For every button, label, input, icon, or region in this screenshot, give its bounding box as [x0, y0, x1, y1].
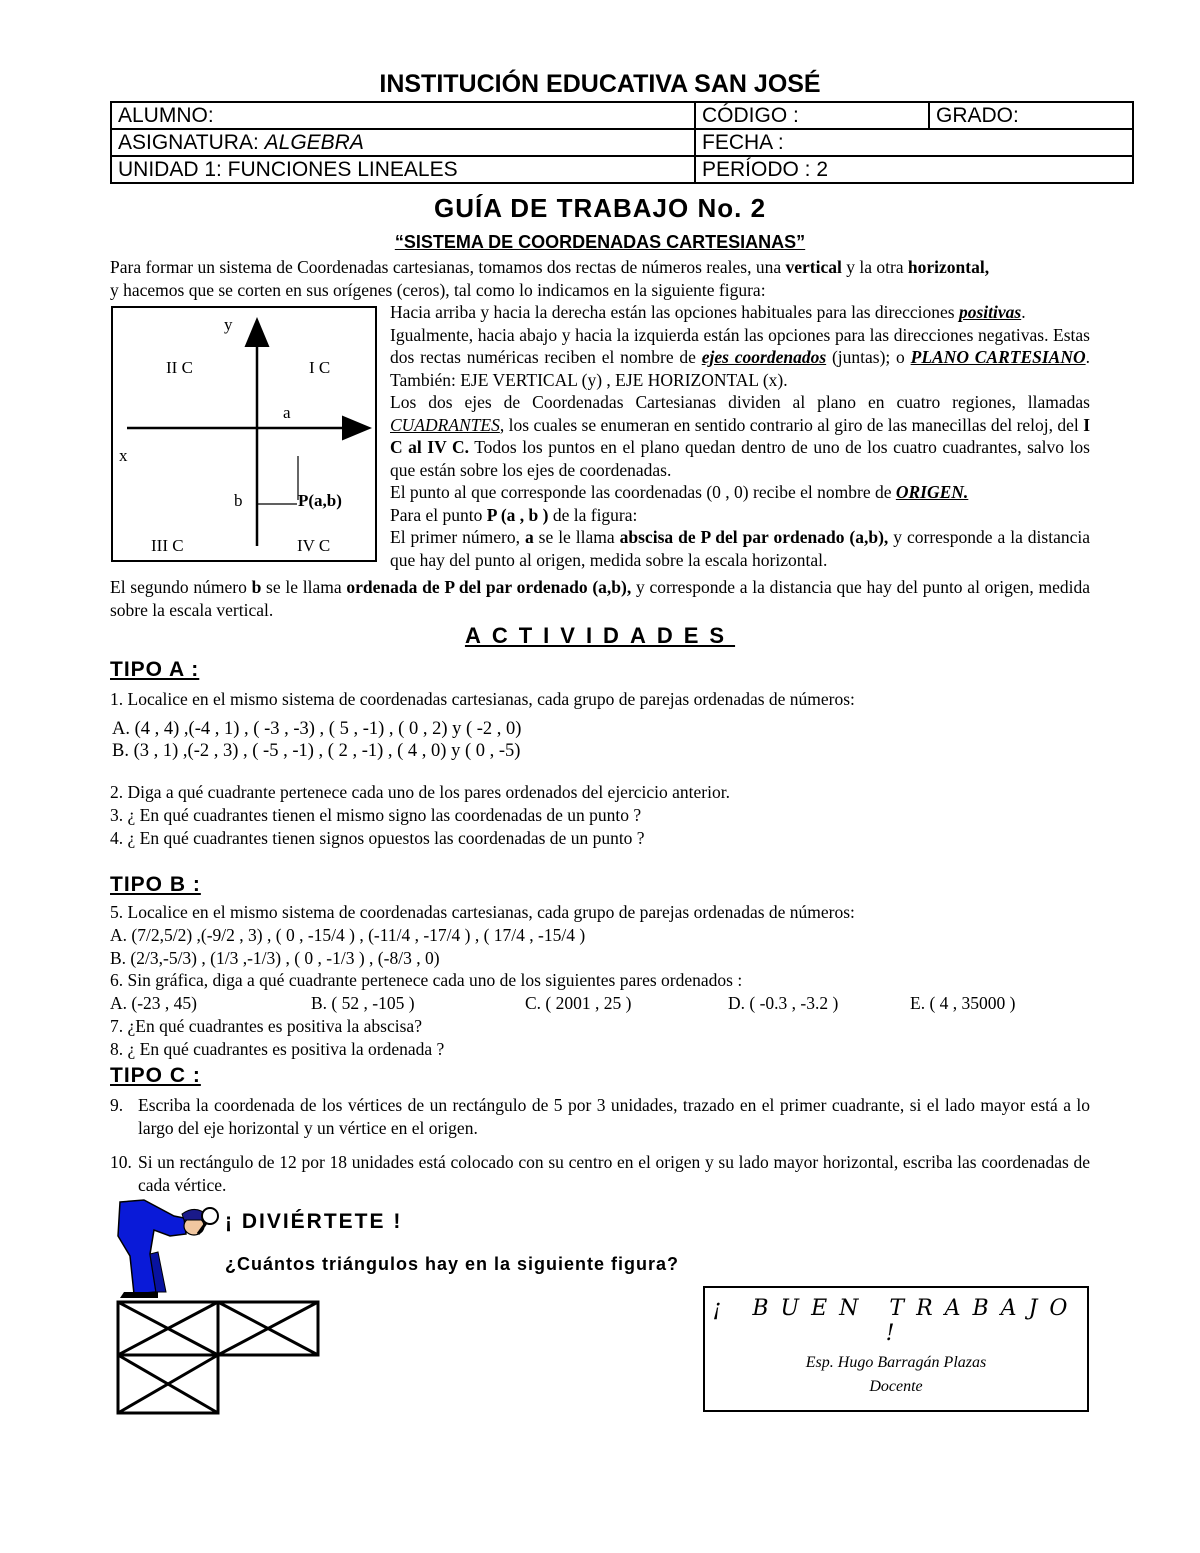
exercise-7: 7. ¿En qué cuadrantes es positiva la abscisa?	[110, 1016, 422, 1036]
exercise-6: 6. Sin gráfica, diga a qué cuadrante pertenece cada uno de los siguientes pares ordenados :	[110, 970, 743, 990]
header-table	[110, 101, 1134, 184]
cartesian-figure	[111, 306, 377, 562]
intro-vertical: vertical	[785, 257, 842, 277]
figure-explanation	[390, 301, 1090, 571]
text: Todos los puntos en el plano quedan dentro de uno de los cuatro cuadrantes, salvo los que están sobre los ejes de coordenadas.	[390, 437, 1090, 480]
quadrants-paragraph	[390, 391, 1090, 481]
quadrant-range: I C al IV C.	[390, 414, 1090, 457]
x-label: x	[119, 446, 128, 465]
teacher-name: Esp. Hugo Barragán Plazas	[805, 1354, 987, 1371]
origin-paragraph	[390, 481, 1090, 504]
tipo-a-heading: TIPO A :	[110, 658, 200, 681]
text: y corresponde a la distancia que hay del punto al origen, medida sobre la escala horizontal.	[390, 527, 1091, 570]
text: . También: EJE VERTICAL (y) , EJE HORIZONTAL (x).	[390, 347, 1090, 390]
exercise-1: 1. Localice en el mismo sistema de coordenadas cartesianas, cada grupo de parejas ordenadas de números:	[110, 689, 855, 709]
text: se le llama	[261, 577, 347, 597]
text: , los cuales se enumeran en sentido contrario al giro de las manecillas del reloj, del	[499, 414, 1084, 435]
ordinate-paragraph	[110, 576, 1090, 621]
fun-title: ¡ DIVIÉRTETE !	[225, 1210, 403, 1233]
a-label: a	[283, 403, 291, 422]
abscisa-term: abscisa de P del par ordenado (a,b),	[619, 527, 889, 547]
origen-term: ORIGEN.	[895, 482, 969, 502]
exercise-6-option-b: B. ( 52 , -105 )	[311, 993, 415, 1013]
positivas-term: positivas	[958, 302, 1022, 322]
intro-line-2: y hacemos que se corten en sus orígenes (ceros), tal como lo indicamos en la siguiente figura:	[110, 280, 766, 300]
ejes-term: ejes coordenados	[701, 347, 827, 367]
unidad-cell: UNIDAD 1: FUNCIONES LINEALES	[111, 156, 695, 183]
b-term: b	[251, 577, 262, 597]
exercise-4: 4. ¿ En qué cuadrantes tienen signos opuestos las coordenadas de un punto ?	[110, 828, 645, 848]
alumno-cell: ALUMNO:	[111, 102, 695, 129]
axes-drawing	[113, 308, 375, 560]
grado-cell: GRADO:	[929, 102, 1133, 129]
quadrant-2-label: II C	[166, 358, 193, 377]
guide-title: GUÍA DE TRABAJO No. 2	[433, 193, 767, 223]
quadrant-3-label: III C	[151, 536, 184, 555]
exercise-10: Si un rectángulo de 12 por 18 unidades está colocado con su centro en el origen y su lado mayor horizontal, escriba las coordenadas de cada vértice.	[138, 1152, 1090, 1195]
quadrant-1-label: I C	[309, 358, 331, 377]
exercise-9: Escriba la coordenada de los vértices de un rectángulo de 5 por 3 unidades, trazado en el primer cuadrante, si el lado mayor está a lo largo del eje horizontal y un vértice en el origen.	[138, 1095, 1090, 1138]
exercise-1-a: A. (4 , 4) ,(-4 , 1) , ( -3 , -3) , ( 5 , -1) , ( 0 , 2) y ( -2 , 0)	[112, 719, 522, 739]
a-term: a	[524, 527, 534, 547]
asignatura-label: ASIGNATURA:	[118, 131, 259, 154]
quadrant-4-label: IV C	[297, 536, 331, 555]
text: El punto al que corresponde las coordenadas (0 , 0) recibe el nombre de	[390, 482, 896, 502]
point-p-label: P(a,b)	[298, 491, 342, 510]
point-term: P (a , b )	[486, 504, 549, 525]
exercise-6-option-e: E. ( 4 , 35000 )	[910, 993, 1016, 1013]
text: y corresponde a la distancia que hay del punto al origen, medida sobre la escala vertical.	[110, 577, 1091, 620]
text: Para el punto	[390, 504, 487, 525]
intro-horizontal: horizontal,	[907, 257, 990, 277]
exercise-6-option-a: A. (-23 , 45)	[110, 993, 197, 1013]
guide-subtitle: “SISTEMA DE COORDENADAS CARTESIANAS”	[394, 232, 806, 252]
text: (juntas); o	[826, 347, 911, 367]
exercise-8: 8. ¿ En qué cuadrantes es positiva la ordenada ?	[110, 1039, 445, 1059]
text: Igualmente, hacia abajo y hacia la izquierda están las opciones para las direcciones negativas. Estas dos rectas numéricas reciben el nombre de	[390, 324, 1090, 367]
signature-box	[703, 1286, 1089, 1412]
abscissa-paragraph	[390, 526, 1090, 571]
y-label: y	[224, 315, 233, 334]
text: se le llama	[533, 527, 620, 547]
codigo-cell: CÓDIGO :	[695, 102, 929, 129]
asignatura-value: ALGEBRA	[264, 131, 364, 154]
exercise-6-option-c: C. ( 2001 , 25 )	[525, 993, 632, 1013]
triangles-puzzle	[110, 1296, 325, 1420]
intro-line-1	[110, 256, 989, 279]
cuadrantes-term: CUADRANTES	[390, 414, 500, 435]
negative-directions	[390, 324, 1090, 392]
plano-term: PLANO CARTESIANO	[910, 347, 1086, 367]
exercise-5-b: B. (2/3,-5/3) , (1/3 ,-1/3) , ( 0 , -1/3 ) , (-8/3 , 0)	[110, 948, 440, 968]
fecha-cell: FECHA :	[695, 129, 1133, 156]
exercise-9-number: 9.	[110, 1095, 124, 1115]
asignatura-cell	[111, 129, 695, 156]
text: El primer número,	[390, 527, 525, 547]
b-label: b	[234, 491, 243, 510]
good-work-message: ¡ BUEN TRABAJO !	[712, 1296, 1080, 1346]
text: Los dos ejes de Coordenadas Cartesianas dividen al plano en cuatro regiones, llamadas	[390, 392, 1090, 412]
text: de la figura:	[548, 504, 638, 525]
intro-text: Para formar un sistema de Coordenadas cartesianas, tomamos dos rectas de números reales, una	[110, 257, 786, 277]
teacher-role: Docente	[869, 1378, 923, 1395]
ordenada-term: ordenada de P del par ordenado (a,b),	[346, 577, 632, 597]
intro-text: y la otra	[841, 257, 908, 277]
exercise-5-a: A. (7/2,5/2) ,(-9/2 , 3) , ( 0 , -15/4 ) , (-11/4 , -17/4 ) , ( 17/4 , -15/4 )	[110, 925, 586, 945]
exercise-10-number: 10.	[110, 1152, 132, 1172]
text: .	[1021, 302, 1026, 322]
positive-directions	[390, 301, 1090, 324]
exercise-1-b: B. (3 , 1) ,(-2 , 3) , ( -5 , -1) , ( 2 , -1) , ( 4 , 0) y ( 0 , -5)	[112, 741, 521, 761]
detective-illustration	[110, 1196, 222, 1300]
exercise-3: 3. ¿ En qué cuadrantes tienen el mismo signo las coordenadas de un punto ?	[110, 805, 642, 825]
tipo-b-heading: TIPO B :	[110, 873, 201, 896]
tipo-c-heading: TIPO C :	[110, 1064, 201, 1087]
institution-title: INSTITUCIÓN EDUCATIVA SAN JOSÉ	[379, 70, 821, 98]
periodo-cell: PERÍODO : 2	[695, 156, 1133, 183]
text: Hacia arriba y hacia la derecha están las opciones habituales para las direcciones	[390, 302, 959, 322]
point-paragraph	[390, 504, 1090, 527]
fun-question: ¿Cuántos triángulos hay en la siguiente figura?	[225, 1254, 680, 1274]
text: El segundo número	[110, 577, 252, 597]
activities-title: ACTIVIDADES	[464, 623, 736, 648]
exercise-6-option-d: D. ( -0.3 , -3.2 )	[728, 993, 839, 1013]
exercise-5: 5. Localice en el mismo sistema de coordenadas cartesianas, cada grupo de parejas ordenadas de números:	[110, 902, 855, 922]
exercise-2: 2. Diga a qué cuadrante pertenece cada uno de los pares ordenados del ejercicio anterior.	[110, 782, 730, 802]
